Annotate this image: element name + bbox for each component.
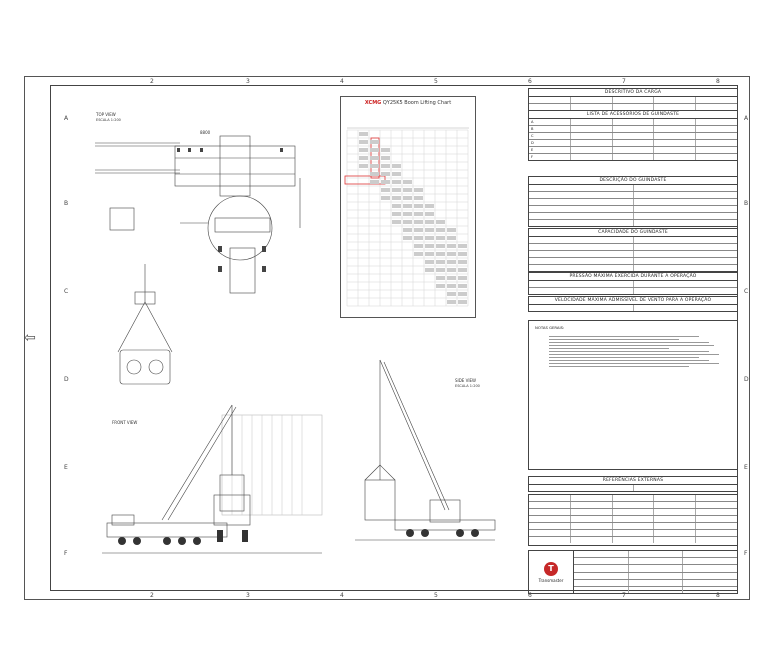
chart-cell — [403, 228, 412, 232]
col-label: 6 — [528, 592, 532, 599]
row-label: C — [744, 288, 749, 295]
chart-cell — [392, 212, 401, 216]
chart-cell — [359, 140, 368, 144]
chart-cell — [458, 276, 467, 280]
chart-cell — [414, 244, 423, 248]
chart-cell — [447, 228, 456, 232]
col-label: 7 — [622, 78, 626, 85]
company-logo-icon: T — [544, 562, 558, 576]
chart-cell — [447, 284, 456, 288]
side-view-scale: ESCALA 1:200 — [455, 384, 480, 388]
chart-cell — [436, 268, 445, 272]
chart-cell — [425, 236, 434, 240]
chart-cell — [425, 228, 434, 232]
row-label: F — [744, 550, 748, 557]
row-label: E — [64, 464, 68, 471]
chart-cell — [392, 164, 401, 168]
chart-cell — [414, 204, 423, 208]
chart-cell — [414, 196, 423, 200]
row-key: E — [529, 147, 571, 153]
wind-panel — [528, 296, 738, 312]
row-label: A — [744, 115, 749, 122]
load-front-view — [110, 262, 180, 402]
top-view-dimension: 8800 — [200, 130, 211, 135]
row-label: F — [64, 550, 68, 557]
col-label: 2 — [150, 78, 154, 85]
col-label: 4 — [340, 78, 344, 85]
chart-cell — [458, 244, 467, 248]
chart-cell — [447, 268, 456, 272]
front-view-label: FRONT VIEW — [112, 420, 138, 425]
row-label: B — [64, 200, 69, 207]
chart-cell — [425, 252, 434, 256]
title-block — [528, 550, 738, 594]
chart-cell — [381, 196, 390, 200]
row-label: B — [744, 200, 749, 207]
chart-cell — [359, 156, 368, 160]
chart-cell — [436, 220, 445, 224]
panel-title: DESCRITIVO DA CARGA — [529, 89, 737, 97]
lifting-chart — [340, 96, 476, 318]
col-label: 8 — [716, 592, 720, 599]
chart-cell — [436, 276, 445, 280]
chart-cell — [392, 204, 401, 208]
col-label: 7 — [622, 592, 626, 599]
chart-cell — [447, 244, 456, 248]
chart-cell — [436, 228, 445, 232]
chart-cell — [381, 164, 390, 168]
col-label: 6 — [528, 78, 532, 85]
chart-cell — [359, 132, 368, 136]
chart-cell — [359, 148, 368, 152]
chart-cell — [414, 188, 423, 192]
row-key: A — [529, 119, 571, 125]
chart-cell — [392, 180, 401, 184]
col-label: 2 — [150, 592, 154, 599]
chart-cell — [425, 212, 434, 216]
chart-brand: XCMG — [364, 100, 382, 106]
row-key: B — [529, 126, 571, 132]
chart-cell — [359, 164, 368, 168]
chart-cell — [458, 284, 467, 288]
panel-title: REFERÊNCIAS EXTERNAS — [529, 477, 737, 485]
chart-cell — [425, 220, 434, 224]
chart-cell — [425, 260, 434, 264]
col-label: 5 — [434, 592, 438, 599]
chart-cell — [392, 220, 401, 224]
chart-cell — [447, 236, 456, 240]
chart-cell — [447, 292, 456, 296]
accessories-panel — [528, 110, 738, 161]
chart-cell — [370, 148, 379, 152]
chart-cell — [425, 244, 434, 248]
chart-cell — [392, 172, 401, 176]
row-key: C — [529, 133, 571, 139]
chart-cell — [436, 252, 445, 256]
chart-cell — [414, 228, 423, 232]
chart-cell — [458, 300, 467, 304]
col-label: 8 — [716, 78, 720, 85]
chart-cell — [414, 220, 423, 224]
col-label: 5 — [434, 78, 438, 85]
chart-cell — [436, 284, 445, 288]
chart-cell — [403, 180, 412, 184]
chart-cell — [425, 204, 434, 208]
col-label: 3 — [246, 592, 250, 599]
chart-cell — [425, 268, 434, 272]
chart-cell — [370, 140, 379, 144]
top-view-scale: ESCALA 1:200 — [96, 118, 121, 122]
chart-cell — [414, 252, 423, 256]
panel-title: PRESSÃO MÁXIMA EXERCIDA DURANTE A OPERAÇÃO — [529, 273, 737, 281]
references-panel — [528, 476, 738, 492]
chart-cell — [381, 148, 390, 152]
chart-cell — [458, 252, 467, 256]
row-label: A — [64, 115, 69, 122]
row-key: D — [529, 140, 571, 146]
pressure-panel — [528, 272, 738, 295]
chart-cell — [403, 236, 412, 240]
chart-cell — [381, 188, 390, 192]
notes-title: NOTAS GERAIS: — [535, 325, 565, 330]
chart-cell — [458, 268, 467, 272]
col-label: 4 — [340, 592, 344, 599]
chart-cell — [392, 188, 401, 192]
chart-title: QY25K5 Boom Lifting Chart — [382, 100, 452, 106]
crane-capacity-panel — [528, 228, 738, 272]
crane-description-panel — [528, 176, 738, 227]
top-view-label: TOP VIEW — [96, 112, 116, 117]
chart-cell — [381, 172, 390, 176]
general-notes — [528, 320, 738, 470]
chart-cell — [458, 260, 467, 264]
chart-cell — [370, 180, 379, 184]
arrow-left-icon: ⇦ — [24, 330, 36, 346]
company-logo — [529, 551, 574, 593]
chart-cell — [447, 252, 456, 256]
chart-cell — [403, 220, 412, 224]
chart-cell — [370, 164, 379, 168]
chart-cell — [447, 300, 456, 304]
row-key: F — [529, 154, 571, 160]
row-label: D — [64, 376, 69, 383]
chart-cell — [392, 196, 401, 200]
chart-cell — [436, 260, 445, 264]
chart-cell — [403, 188, 412, 192]
chart-cell — [414, 236, 423, 240]
panel-title: VELOCIDADE MÁXIMA ADMISSÍVEL DE VENTO PARA A OPERAÇÃO — [529, 297, 737, 305]
revision-table — [528, 494, 738, 546]
chart-cell — [447, 260, 456, 264]
chart-cell — [403, 204, 412, 208]
company-name: Transmaster — [538, 577, 564, 583]
load-description-panel — [528, 88, 738, 111]
chart-cell — [414, 212, 423, 216]
chart-cell — [370, 156, 379, 160]
row-label: D — [744, 376, 749, 383]
chart-cell — [436, 236, 445, 240]
chart-cell — [381, 180, 390, 184]
panel-title: LISTA DE ACESSÓRIOS DE GUINDASTE — [529, 111, 737, 119]
side-view-label: SIDE VIEW — [455, 378, 476, 383]
row-label: E — [744, 464, 748, 471]
panel-title: DESCRIÇÃO DO GUINDASTE — [529, 177, 737, 185]
col-label: 3 — [246, 78, 250, 85]
chart-cell — [458, 292, 467, 296]
chart-cell — [381, 156, 390, 160]
chart-cell — [403, 212, 412, 216]
chart-cell — [403, 196, 412, 200]
crane-front-elevation — [350, 350, 500, 550]
row-label: C — [64, 288, 69, 295]
chart-cell — [436, 244, 445, 248]
chart-cell — [370, 172, 379, 176]
panel-title: CAPACIDADE DO GUINDASTE — [529, 229, 737, 237]
chart-grid — [341, 106, 475, 311]
chart-cell — [447, 276, 456, 280]
